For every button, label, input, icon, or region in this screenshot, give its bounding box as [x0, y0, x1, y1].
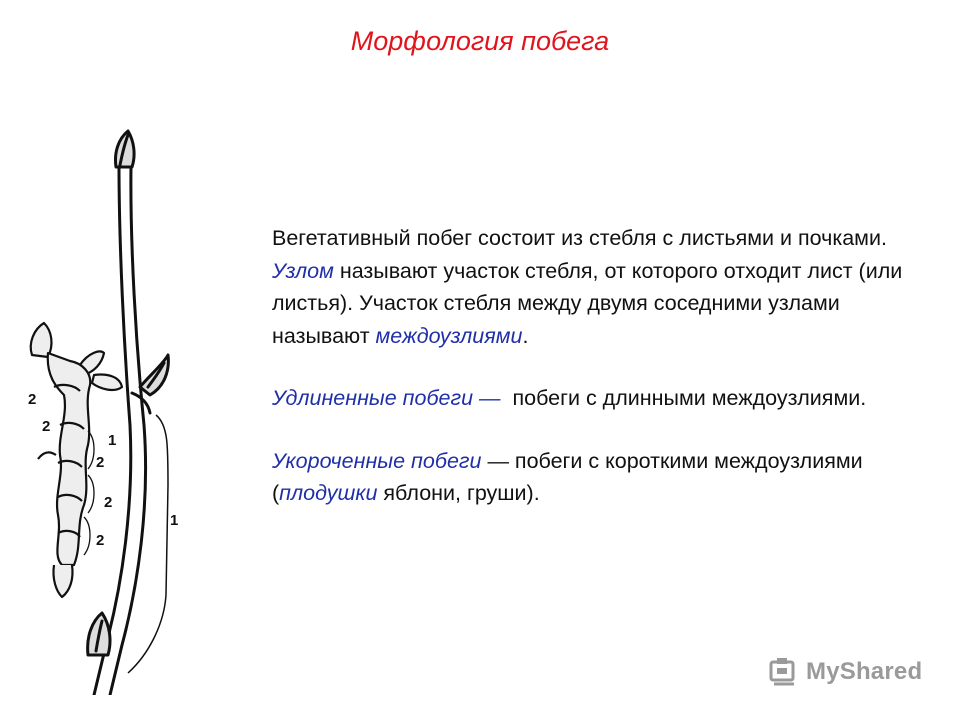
- term-fruiting-spurs: плодушки: [279, 481, 378, 505]
- figure-label: 1: [108, 432, 117, 449]
- term-long-shoots: Удлиненные побеги —: [272, 386, 501, 410]
- figure-label: 2: [96, 454, 105, 471]
- short-shoots-paragraph: [272, 445, 912, 510]
- myshared-watermark: [768, 654, 928, 690]
- long-internode-bracket: [128, 415, 168, 673]
- text-span: побеги с длинными междоузлиями.: [500, 386, 867, 410]
- text-span: Вегетативный побег состоит из стебля с листьями и почками.: [272, 226, 887, 250]
- term-internodes: междоузлиями: [375, 323, 523, 348]
- text-span: .: [522, 323, 529, 348]
- text-span: яблони, груши).: [377, 481, 540, 505]
- text-span: побеги с короткими междоузлиями (: [272, 448, 863, 505]
- myshared-logo-icon: [768, 656, 800, 688]
- watermark-brand: MyShared: [806, 658, 923, 685]
- figure-label: 2: [28, 391, 37, 408]
- shoot-illustration: [18, 125, 198, 695]
- figure-label: 1: [170, 512, 179, 529]
- text-span: —: [481, 448, 515, 473]
- term-short-shoots: Укороченные побеги: [272, 448, 482, 473]
- term-node: Узлом: [272, 258, 334, 283]
- long-shoot-drawing: [88, 131, 169, 695]
- text-span: называют участок стебля, от которого отходит лист (или листья). Участок стебля между двумя соседними узлами называют: [272, 258, 903, 348]
- slide-body: [272, 222, 912, 540]
- slide-title: Морфология побега: [350, 26, 610, 56]
- figure-label: 2: [96, 532, 105, 549]
- figure-label: 2: [104, 494, 113, 511]
- figure-label: 2: [42, 418, 51, 435]
- definition-paragraph: [272, 222, 912, 352]
- long-shoots-paragraph: [272, 382, 912, 415]
- short-shoot-drawing: [31, 323, 122, 597]
